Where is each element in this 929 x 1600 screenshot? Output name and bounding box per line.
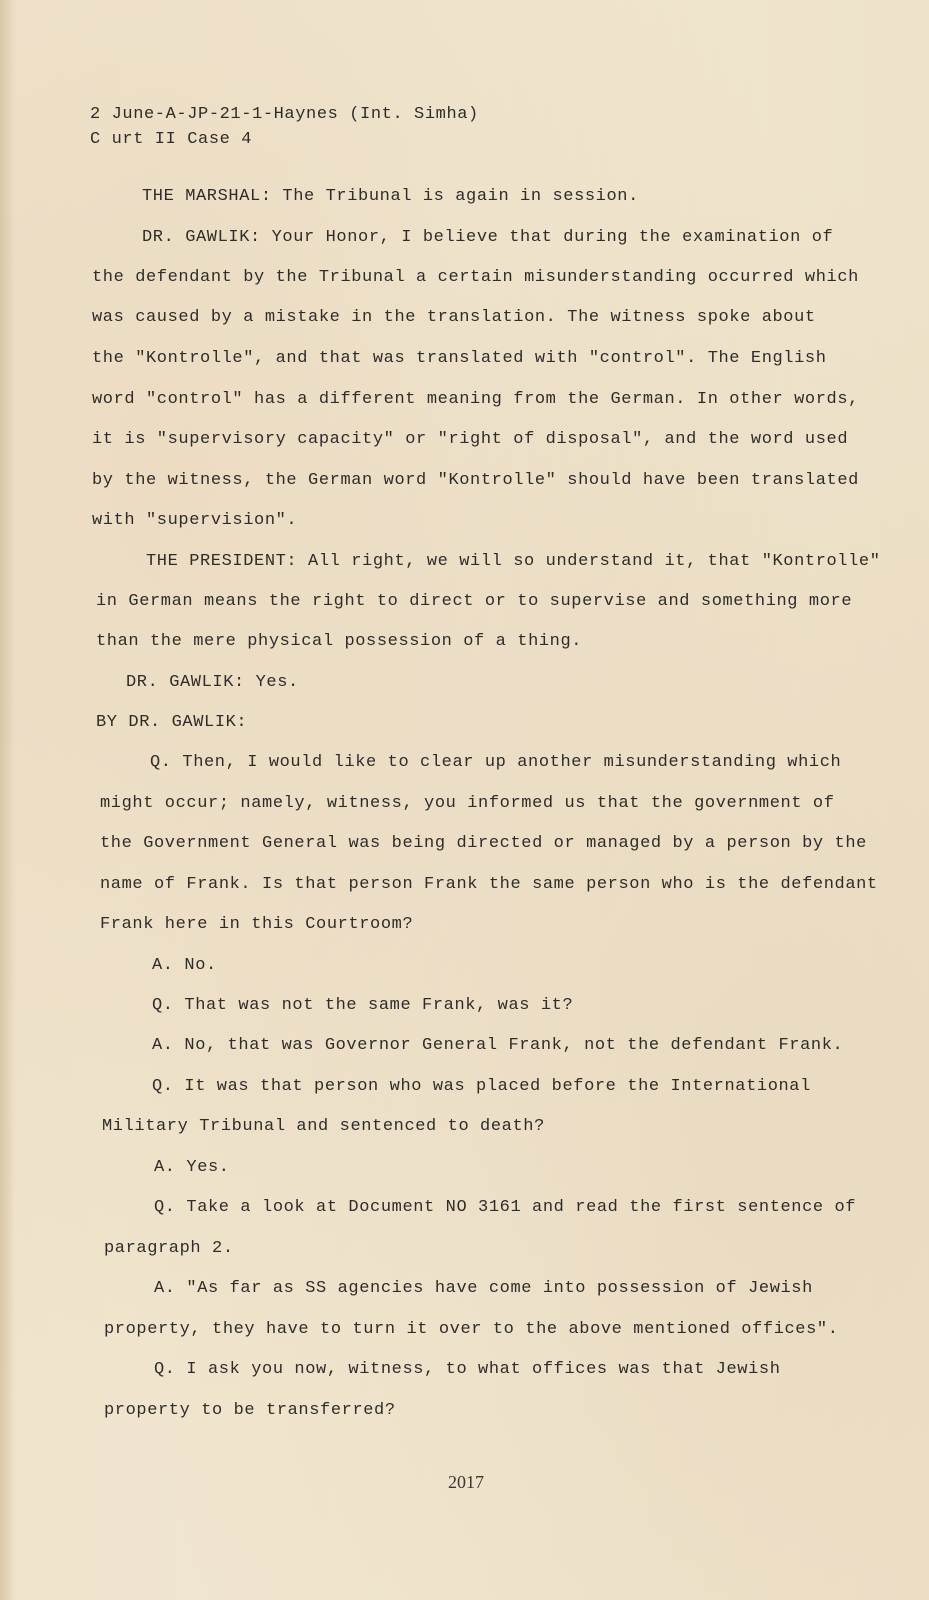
transcript-line: DR. GAWLIK: Yes. — [126, 673, 299, 692]
transcript-line: Q. Then, I would like to clear up another misunderstanding which — [150, 753, 842, 772]
transcript-line: A. "As far as SS agencies have come into possession of Jewish — [154, 1279, 813, 1298]
paper-edge — [0, 0, 14, 1600]
transcript-line: THE MARSHAL: The Tribunal is again in session. — [142, 187, 639, 206]
transcript-line: DR. GAWLIK: Your Honor, I believe that during the examination of — [142, 228, 834, 247]
transcript-line: the defendant by the Tribunal a certain misunderstanding occurred which — [92, 268, 859, 287]
transcript-line: A. Yes. — [154, 1158, 230, 1177]
transcript-line: with "supervision". — [92, 511, 298, 530]
transcript-line: Frank here in this Courtroom? — [100, 915, 414, 934]
transcript-line: than the mere physical possession of a thing. — [96, 632, 583, 651]
transcript-line: word "control" has a different meaning from the German. In other words, — [92, 390, 859, 409]
transcript-line: might occur; namely, witness, you informed us that the government of — [100, 794, 835, 813]
transcript-line: property, they have to turn it over to the above mentioned offices". — [104, 1320, 839, 1339]
transcript-line: BY DR. GAWLIK: — [96, 713, 248, 732]
transcript-line: name of Frank. Is that person Frank the same person who is the defendant — [100, 875, 878, 894]
transcript-line: in German means the right to direct or to supervise and something more — [96, 592, 853, 611]
transcript-line: Q. Take a look at Document NO 3161 and read the first sentence of — [154, 1198, 857, 1217]
header-line-2: C urt II Case 4 — [90, 130, 253, 149]
transcript-line: paragraph 2. — [104, 1239, 234, 1258]
page-number: 2017 — [448, 1472, 484, 1492]
transcript-line: Q. It was that person who was placed before the International — [152, 1077, 811, 1096]
transcript-line: the "Kontrolle", and that was translated with "control". The English — [92, 349, 827, 368]
transcript-line: was caused by a mistake in the translation. The witness spoke about — [92, 308, 816, 327]
transcript-line: THE PRESIDENT: All right, we will so understand it, that "Kontrolle" — [146, 552, 881, 571]
transcript-line: the Government General was being directed or managed by a person by the — [100, 834, 867, 853]
transcript-line: A. No. — [152, 956, 217, 975]
header-line-1: 2 June-A-JP-21-1-Haynes (Int. Simha) — [90, 105, 479, 124]
transcript-line: Military Tribunal and sentenced to death? — [102, 1117, 545, 1136]
transcript-line: property to be transferred? — [104, 1401, 396, 1420]
transcript-line: A. No, that was Governor General Frank, not the defendant Frank. — [152, 1036, 844, 1055]
transcript-line: by the witness, the German word "Kontrolle" should have been translated — [92, 471, 859, 490]
transcript-line: Q. I ask you now, witness, to what offices was that Jewish — [154, 1360, 781, 1379]
transcript-line: it is "supervisory capacity" or "right of disposal", and the word used — [92, 430, 849, 449]
transcript-line: Q. That was not the same Frank, was it? — [152, 996, 574, 1015]
